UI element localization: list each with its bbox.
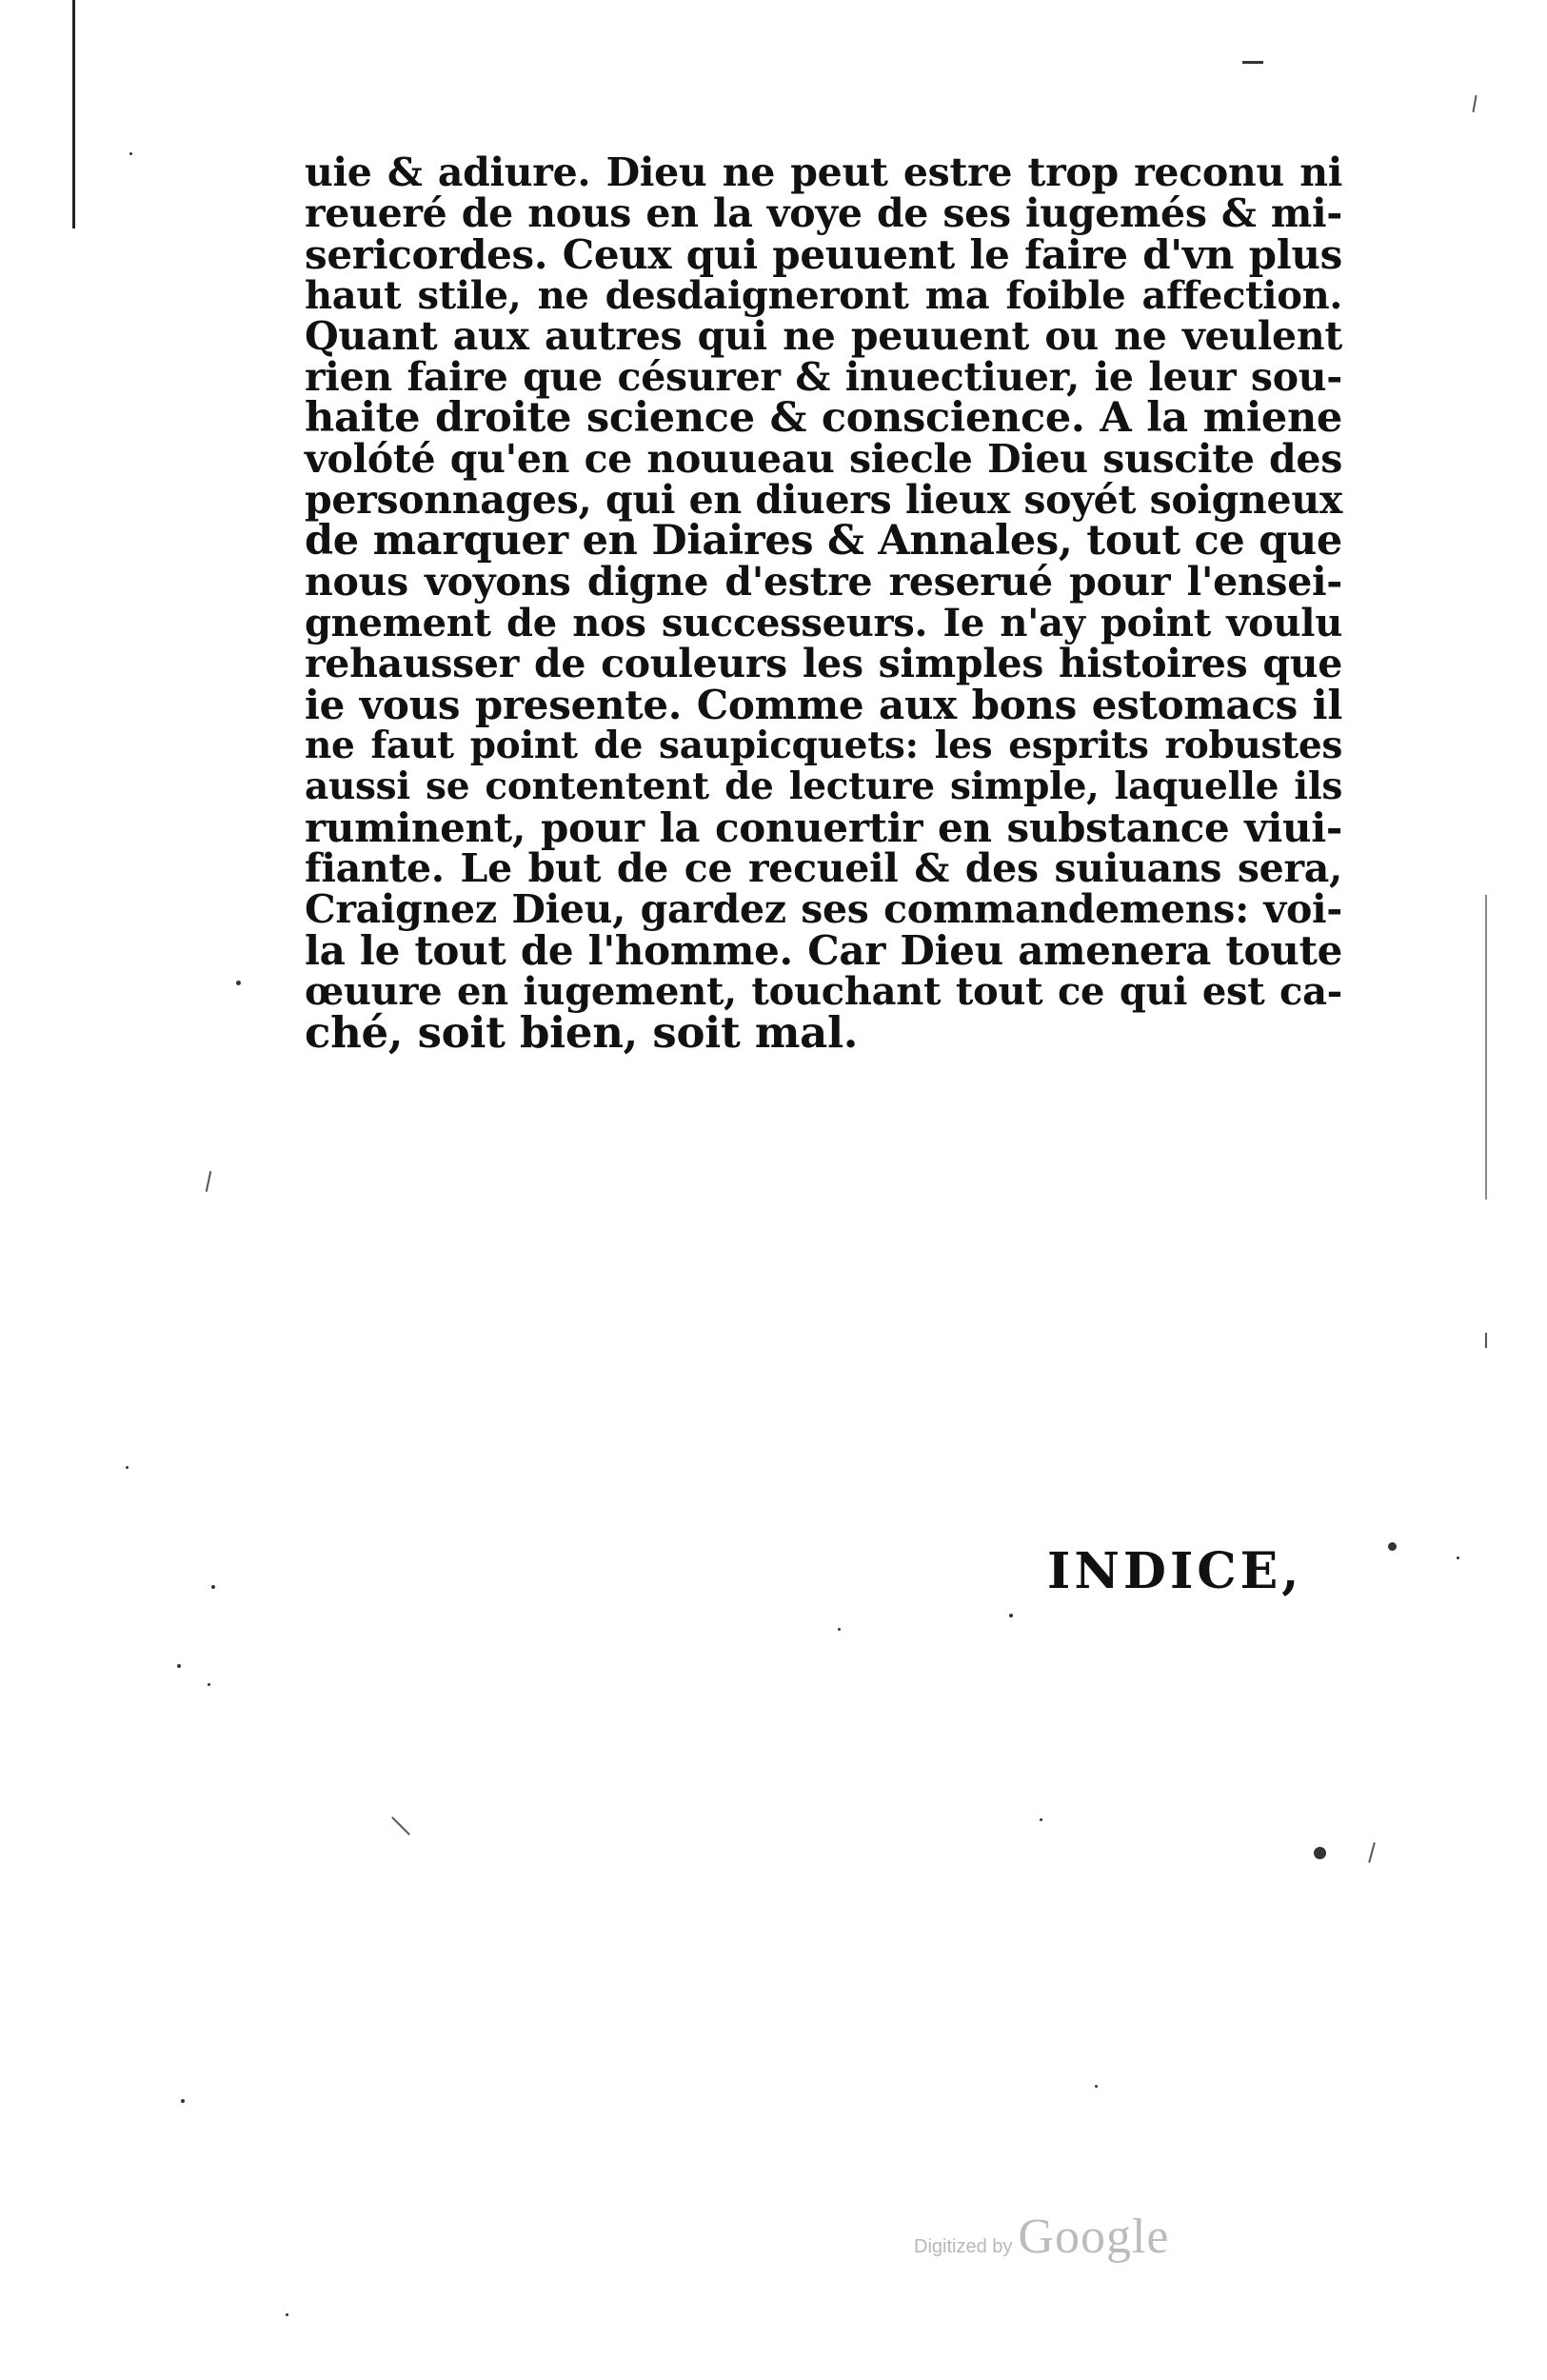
scan-mark: [1368, 1842, 1376, 1863]
scan-speck: [1388, 1542, 1397, 1551]
text-line: Craignez Dieu, gardez ses commandemens: voi-: [305, 886, 1342, 932]
text-line: nous voyons digne d'estre reserué pour l'ensei-: [305, 559, 1342, 605]
text-line: rien faire que césurer & inuectiuer, ie leur sou-: [305, 354, 1342, 400]
page-mark: [1242, 61, 1263, 64]
text-line: fiante. Le but de ce recueil & des suiuans sera,: [305, 845, 1342, 891]
text-line: ruminent, pour la conuertir en substance viui-: [305, 804, 1342, 851]
text-line: personnages, qui en diuers lieux soyét soigneux: [305, 477, 1342, 523]
scan-mark: [1472, 95, 1477, 112]
scan-speck: [286, 2313, 288, 2316]
text-line: aussi se contentent de lecture simple, laquelle ils: [305, 764, 1342, 808]
page-edge-rule-right: [1485, 895, 1487, 1200]
text-line: œuure en iugement, touchant tout ce qui est ca-: [305, 969, 1342, 1014]
scan-speck: [1095, 2085, 1098, 2088]
text-line: ie vous presente. Comme aux bons estomacs il: [305, 682, 1342, 728]
scan-speck: [129, 152, 132, 155]
scan-speck: [1009, 1614, 1013, 1617]
scan-speck: [211, 1585, 215, 1589]
scan-speck: [177, 1664, 181, 1668]
text-line: rehausser de couleurs les simples histoires que: [305, 641, 1342, 686]
watermark-prefix: Digitized by: [914, 2236, 1013, 2257]
scan-mark: [206, 1171, 212, 1192]
text-line: haite droite science & conscience. A la miene: [305, 394, 1342, 442]
scan-speck: [838, 1628, 841, 1631]
text-line: de marquer en Diaires & Annales, tout ce que: [305, 517, 1342, 565]
text-line: la le tout de l'homme. Car Dieu amenera toute: [305, 927, 1342, 974]
text-line: sericordes. Ceux qui peuuent le faire d'vn plus: [305, 231, 1342, 278]
catchword: INDICE,: [1047, 1542, 1303, 1600]
scan-speck: [236, 981, 241, 985]
text-line: reueré de nous en la voye de ses iugemés & mi-: [305, 190, 1342, 236]
scan-mark: [391, 1816, 410, 1835]
text-line: volóté qu'en ce nouueau siecle Dieu suscite des: [305, 436, 1342, 482]
scan-speck: [208, 1683, 210, 1686]
scan-mark: [1485, 1333, 1487, 1348]
scan-speck: [181, 2099, 185, 2103]
text-line: ne faut point de saupicquets: les esprits robustes: [305, 724, 1342, 767]
digitized-watermark: [914, 2209, 1169, 2265]
scan-speck: [1457, 1557, 1459, 1559]
page-edge-rule: [72, 0, 75, 228]
text-line: haut stile, ne desdaigneront ma foible affection.: [305, 273, 1342, 318]
text-line: gnement de nos successeurs. Ie n'ay point voulu: [305, 601, 1342, 645]
scan-speck: [1040, 1818, 1042, 1821]
body-text: [305, 149, 1342, 1058]
text-line: Quant aux autres qui ne peuuent ou ne veulent: [305, 313, 1342, 359]
text-line: ché, soit bien, soit mal.: [305, 1007, 859, 1058]
google-logo: Google: [1018, 2210, 1170, 2264]
scan-speck: [126, 1466, 129, 1469]
text-line: uie & adiure. Dieu ne peut estre trop reconu ni: [305, 149, 1342, 195]
scan-speck: [1314, 1847, 1326, 1859]
